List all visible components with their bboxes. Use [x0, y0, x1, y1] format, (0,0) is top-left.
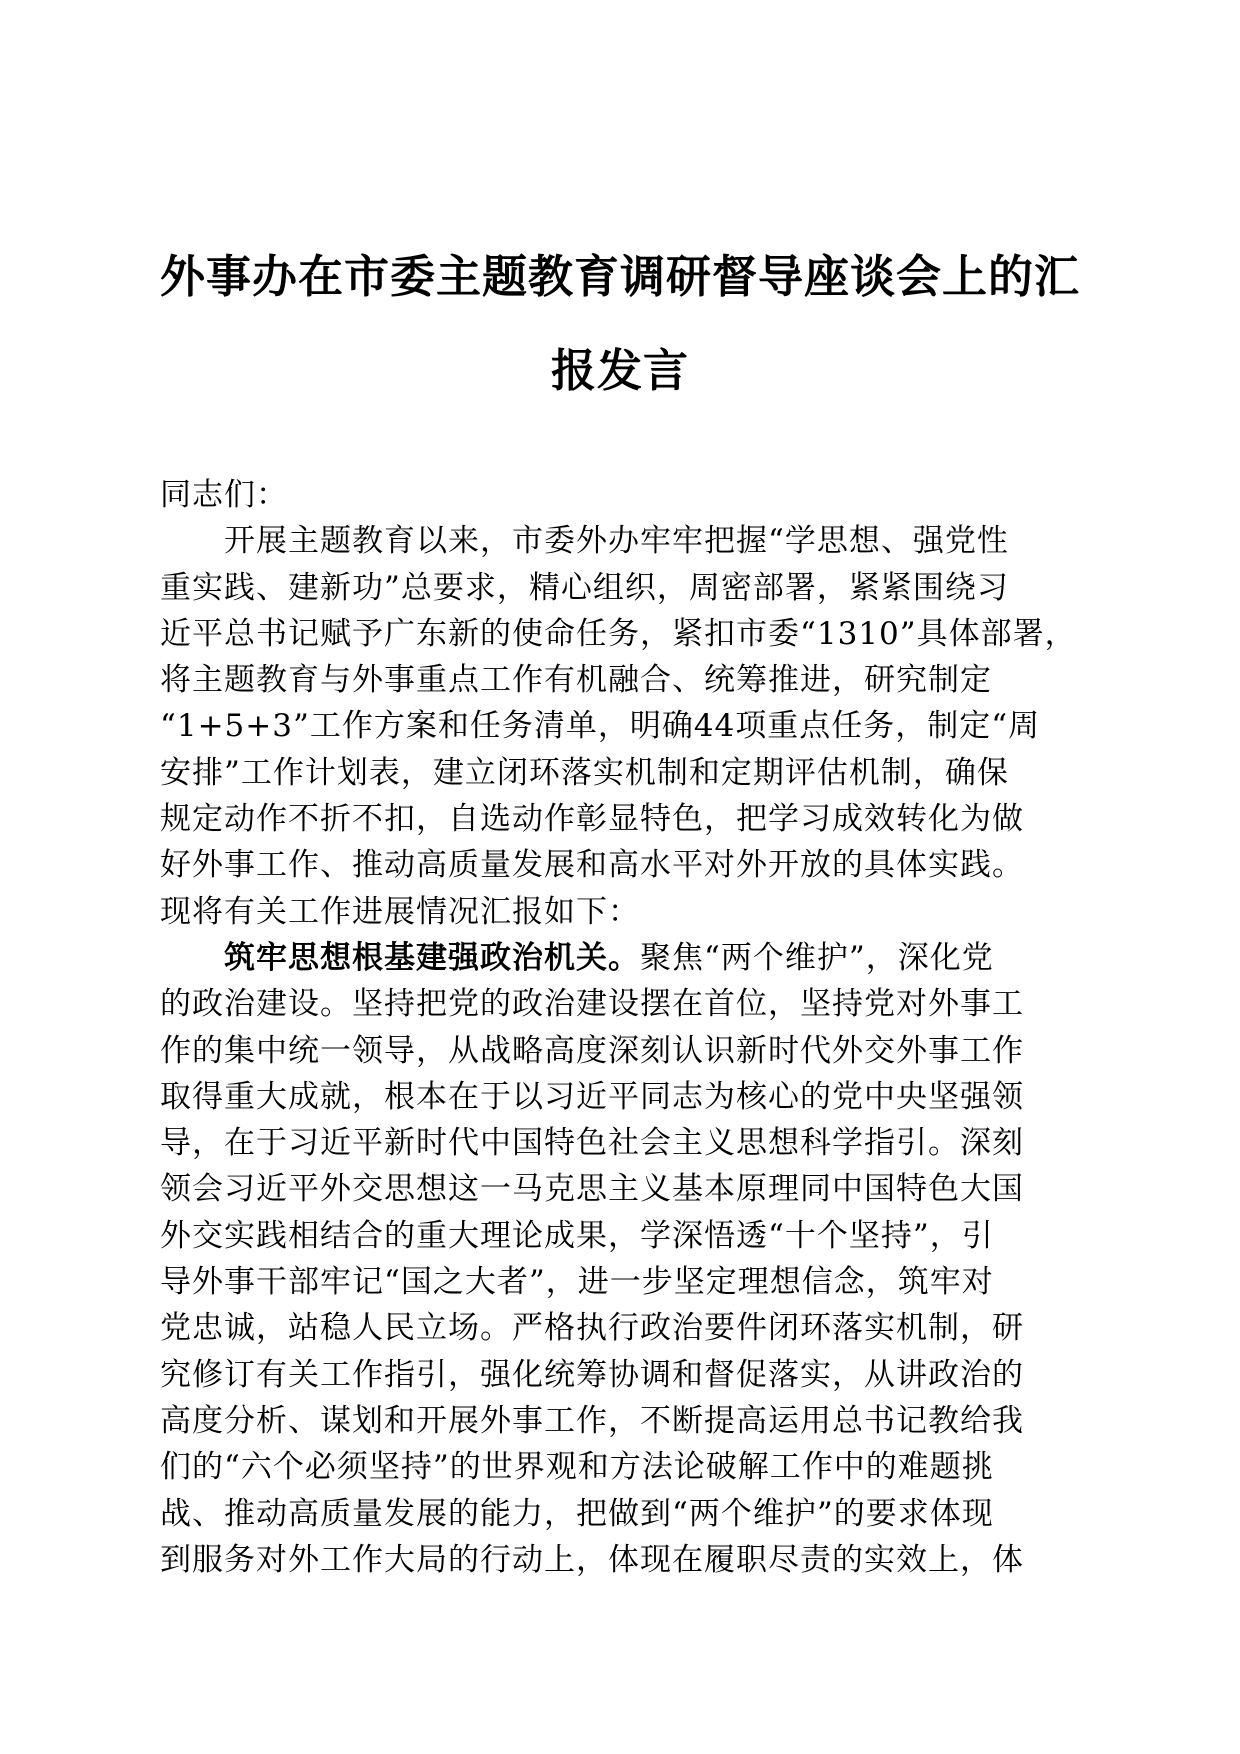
title-line-1: 外事办在市委主题教育调研督导座谈会上的汇 — [160, 250, 1081, 303]
paragraph-line: 作的集中统一领导，从战略高度深刻认识新时代外交外事工作 — [160, 1032, 1024, 1069]
paragraph-line: 近平总书记赋予广东新的使命任务，紧扣市委“1310”具体部署， — [160, 615, 1077, 652]
paragraph-line: 的政治建设。坚持把党的政治建设摆在首位，坚持党对外事工 — [160, 986, 1024, 1023]
paragraph-line: 将主题教育与外事重点工作有机融合、统筹推进，研究制定 — [160, 662, 992, 699]
paragraph-line: 高度分析、谋划和开展外事工作，不断提高运用总书记教给我 — [160, 1402, 1024, 1439]
paragraph-line: 究修订有关工作指引，强化统筹协调和督促落实，从讲政治的 — [160, 1356, 1024, 1393]
paragraph-line: 规定动作不折不扣，自选动作彰显特色，把学习成效转化为做 — [160, 801, 1024, 838]
title-line-2: 报发言 — [550, 344, 689, 397]
paragraph-2 — [160, 935, 1090, 1583]
paragraph-line: 安排”工作计划表，建立闭环落实机制和定期评估机制，确保 — [160, 754, 1009, 791]
paragraph-line: 导，在于习近平新时代中国特色社会主义思想科学指引。深刻 — [160, 1125, 1024, 1162]
paragraph-line: 到服务对外工作大局的行动上，体现在履职尽责的实效上，体 — [160, 1541, 1024, 1578]
paragraph-line: 导外事干部牢记“国之大者”，进一步坚定理想信念，筑牢对 — [160, 1264, 994, 1301]
paragraph-line: 取得重大成就，根本在于以习近平同志为核心的党中央坚强领 — [160, 1078, 1024, 1115]
paragraph-line: 领会习近平外交思想这一马克思主义基本原理同中国特色大国 — [160, 1171, 1024, 1208]
paragraph-line: 好外事工作、推动高质量发展和高水平对外开放的具体实践。 — [160, 847, 1024, 884]
paragraph-line: 现将有关工作进展情况汇报如下： — [160, 893, 640, 930]
section-heading: 筑牢思想根基建强政治机关。 — [224, 939, 640, 976]
salutation: 同志们： — [160, 477, 288, 513]
paragraph-line: 开展主题教育以来，市委外办牢牢把握“学思想、强党性 — [224, 523, 1009, 560]
section-heading-rest: 聚焦“两个维护”，深化党 — [640, 939, 994, 976]
paragraph-line: 党忠诚，站稳人民立场。严格执行政治要件闭环落实机制，研 — [160, 1310, 1024, 1347]
paragraph-1 — [160, 518, 1090, 935]
paragraph-line: 重实践、建新功”总要求，精心组织，周密部署，紧紧围绕习 — [160, 569, 1009, 606]
paragraph-line — [160, 935, 1090, 981]
document-body — [160, 472, 1090, 1583]
paragraph-line: 战、推动高质量发展的能力，把做到“两个维护”的要求体现 — [160, 1495, 994, 1532]
paragraph-line: “1+5+3”工作方案和任务清单，明确44项重点任务，制定“周 — [160, 708, 1041, 745]
paragraph-line: 们的“六个必须坚持”的世界观和方法论破解工作中的难题挑 — [160, 1449, 994, 1486]
paragraph-line: 外交实践相结合的重大理论成果，学深悟透“十个坚持”，引 — [160, 1217, 994, 1254]
document-title — [160, 230, 1080, 418]
